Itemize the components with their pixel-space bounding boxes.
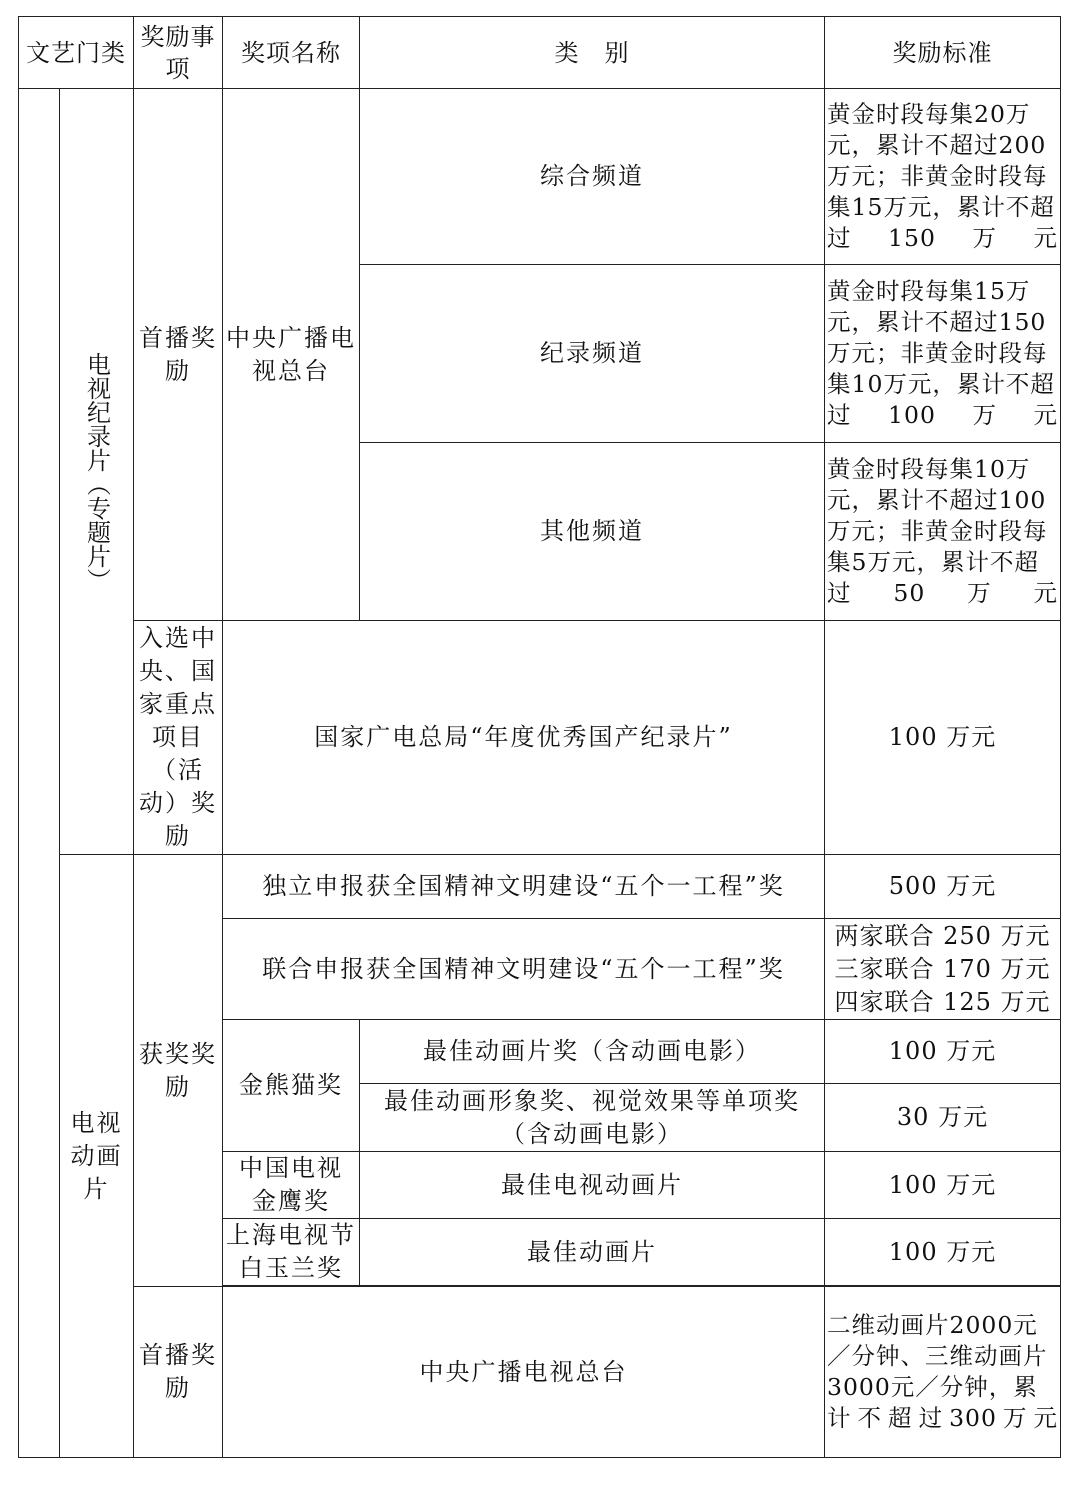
type-general-channel: 综合频道 [360,89,825,265]
standard-animation-cctv: 二维动画片2000元／分钟、三维动画片3000元／分钟，累计不超过300万元 [825,1287,1061,1458]
standard-annual-documentary: 100 万元 [825,621,1061,855]
matter-first-broadcast: 首播奖励 [134,89,223,621]
type-joint-five-one: 联合申报获全国精神文明建设“五个一工程”奖 [223,919,825,1020]
header-matter: 奖励事项 [134,17,223,89]
matter-animation-first-broadcast: 首播奖励 [134,1287,223,1458]
type-annual-documentary: 国家广电总局“年度优秀国产纪录片” [223,621,825,855]
standard-best-tv-animation: 100 万元 [825,1152,1061,1219]
header-row [19,17,1061,89]
standard-single-awards: 30 万元 [825,1084,1061,1152]
category-tv-animation: 电视动画片 [60,855,134,1458]
award-name-golden-panda: 金熊猫奖 [223,1020,360,1152]
table-row [19,621,1061,855]
type-best-animation: 最佳动画片奖（含动画电影） [360,1020,825,1084]
header-award-name: 奖项名称 [223,17,360,89]
standard-joint-five-one [825,919,1061,1020]
joint-three: 三家联合 170 万元 [834,954,1051,983]
type-documentary-channel: 纪录频道 [360,265,825,443]
matter-award-reward: 获奖奖励 [134,855,223,1287]
type-other-channel: 其他频道 [360,443,825,621]
table-row [19,89,1061,265]
header-type: 类 别 [360,17,825,89]
standard-general-channel: 黄金时段每集20万元，累计不超过200万元；非黄金时段每集15万元，累计不超过150万元 [825,89,1061,265]
standard-best-animation: 100 万元 [825,1020,1061,1084]
outer-category-column [19,89,60,1458]
type-independent-five-one: 独立申报获全国精神文明建设“五个一工程”奖 [223,855,825,919]
type-best-animated-film: 最佳动画片 [360,1219,825,1286]
joint-four: 四家联合 125 万元 [834,987,1051,1016]
standard-documentary-channel: 黄金时段每集15万元，累计不超过150万元；非黄金时段每集10万元，累计不超过100万元 [825,265,1061,443]
type-single-awards: 最佳动画形象奖、视觉效果等单项奖（含动画电影） [360,1084,825,1152]
standard-other-channel: 黄金时段每集10万元，累计不超过100万元；非黄金时段每集5万元，累计不超过50万元 [825,443,1061,621]
award-name-cctv: 中央广播电视总台 [223,89,360,621]
award-name-magnolia: 上海电视节白玉兰奖 [223,1219,360,1286]
award-standards-table [18,16,1061,1458]
category-tv-documentary: 电视纪录片（专题片） [60,89,134,855]
standard-independent-five-one: 500 万元 [825,855,1061,919]
type-animation-cctv: 中央广播电视总台 [223,1287,825,1458]
joint-two: 两家联合 250 万元 [834,921,1051,950]
standard-best-animated-film: 100 万元 [825,1219,1061,1286]
award-name-golden-eagle: 中国电视金鹰奖 [223,1152,360,1219]
header-standard: 奖励标准 [825,17,1061,89]
table-row [19,855,1061,919]
matter-selected-projects: 入选中央、国家重点项目（活动）奖励 [134,621,223,855]
table-row [19,1287,1061,1458]
type-best-tv-animation: 最佳电视动画片 [360,1152,825,1219]
header-category: 文艺门类 [19,17,134,89]
